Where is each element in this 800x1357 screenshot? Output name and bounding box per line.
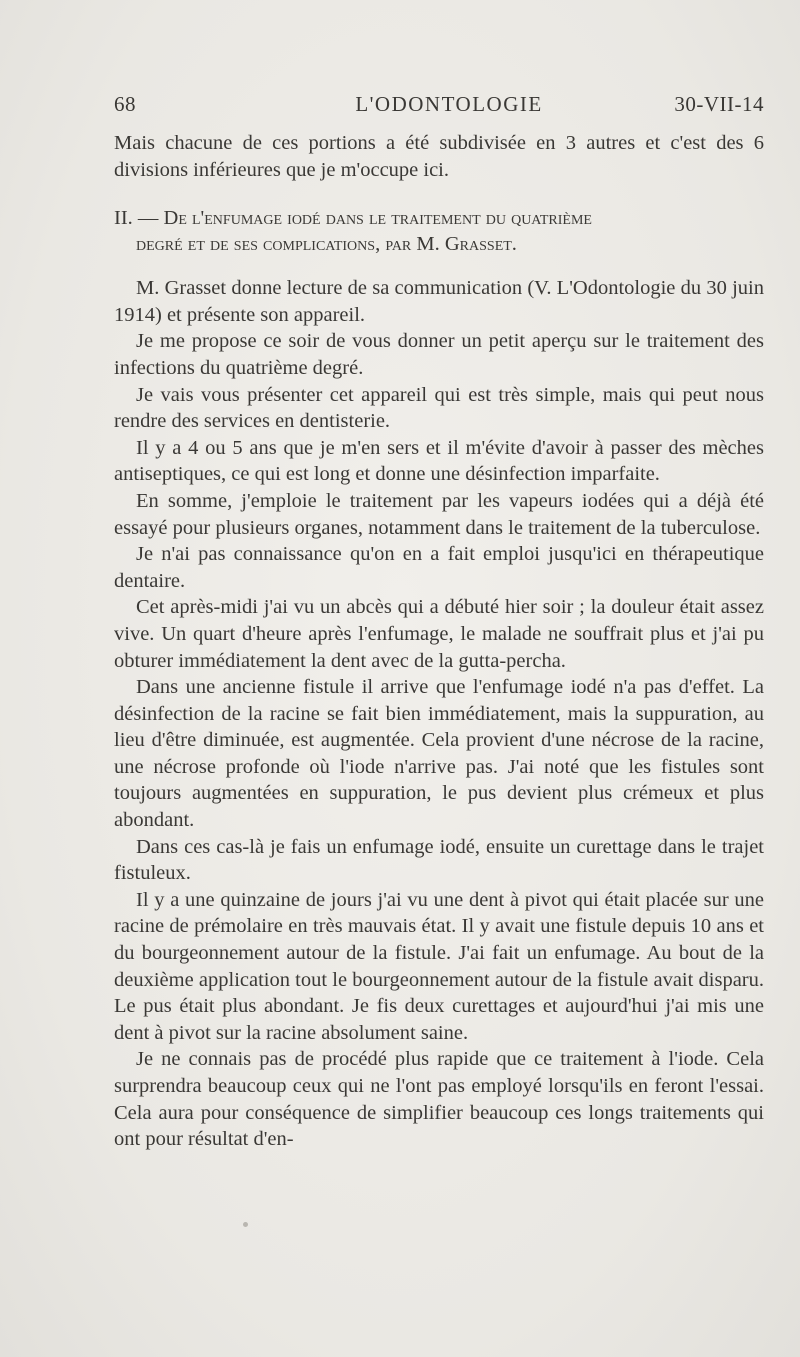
article-body	[114, 130, 764, 1153]
intro-paragraph: Mais chacune de ces portions a été subdivisée en 3 autres et c'est des 6 divisions inférieures que je m'occupe ici.	[114, 132, 764, 181]
section-heading-line2: degré et de ses complications, par M. Grasset.	[136, 233, 517, 256]
paragraph: Il y a 4 ou 5 ans que je m'en sers et il m'évite d'avoir à passer des mèches antiseptiques, ce qui est long et donne une désinfection imparfaite.	[114, 436, 764, 486]
issue-date: 30-VII-14	[674, 92, 764, 116]
paragraph: Dans une ancienne fistule il arrive que l'enfumage iodé n'a pas d'effet. La désinfection de la racine se fait bien immédiatement, mais la suppuration, au lieu d'être diminuée, est augmentée. Cela provient d'une nécrose de la racine, une nécrose profonde où l'iode n'arrive pas. J'ai noté que les fistules sont toujours augmentées en suppuration, le pus devient plus crémeux et plus abondant.	[114, 676, 764, 832]
journal-title: L'ODONTOLOGIE	[355, 92, 543, 116]
paragraph: Je vais vous présenter cet appareil qui est très simple, mais qui peut nous rendre des services en dentisterie.	[114, 383, 764, 433]
section-heading	[114, 205, 764, 257]
paragraph: Je ne connais pas de procédé plus rapide que ce traitement à l'iode. Cela surprendra beaucoup ceux qui ne l'ont pas employé lorsqu'ils en feront l'essai. Cela aura pour conséquence de simplifier beaucoup ces longs traitements qui ont pour résultat d'en-	[114, 1048, 764, 1151]
paragraph: Je me propose ce soir de vous donner un petit aperçu sur le traitement des infections du quatrième degré.	[114, 330, 764, 379]
paragraph: Dans ces cas-là je fais un enfumage iodé, ensuite un curettage dans le trajet fistuleux.	[114, 835, 764, 885]
paragraph: Cet après-midi j'ai vu un abcès qui a débuté hier soir ; la douleur était assez vive. Un quart d'heure après l'enfumage, le malade ne souffrait plus et j'ai pu obturer immédiatement la dent avec de la gutta-percha.	[114, 596, 764, 672]
paragraph: Il y a une quinzaine de jours j'ai vu une dent à pivot qui était placée sur une racine de prémolaire en très mauvais état. Il y avait une fistule depuis 10 ans et du bourgeonnement autour de la fistule. J'ai fait un enfumage. Au bout de la deuxième application tout le bourgeonnement autour de la fistule avait disparu. Le pus était plus abondant. Je fis deux curettages et aujourd'hui j'ai mis une dent à pivot sur la racine absolument saine.	[114, 888, 764, 1044]
paragraph: En somme, j'emploie le traitement par les vapeurs iodées qui a déjà été essayé pour plusieurs organes, notamment dans le traitement de la tuberculose.	[114, 489, 764, 539]
paragraph: Je n'ai pas connaissance qu'on en a fait emploi jusqu'ici en thérapeutique dentaire.	[114, 543, 764, 592]
page-number: 68	[114, 92, 136, 116]
ink-speck	[243, 1222, 248, 1227]
running-header	[114, 92, 764, 122]
section-heading-line1: II. — De l'enfumage iodé dans le traitement du quatrième	[114, 207, 592, 230]
paragraph: M. Grasset donne lecture de sa communication (V. L'Odontologie du 30 juin 1914) et présente son appareil.	[114, 277, 764, 326]
